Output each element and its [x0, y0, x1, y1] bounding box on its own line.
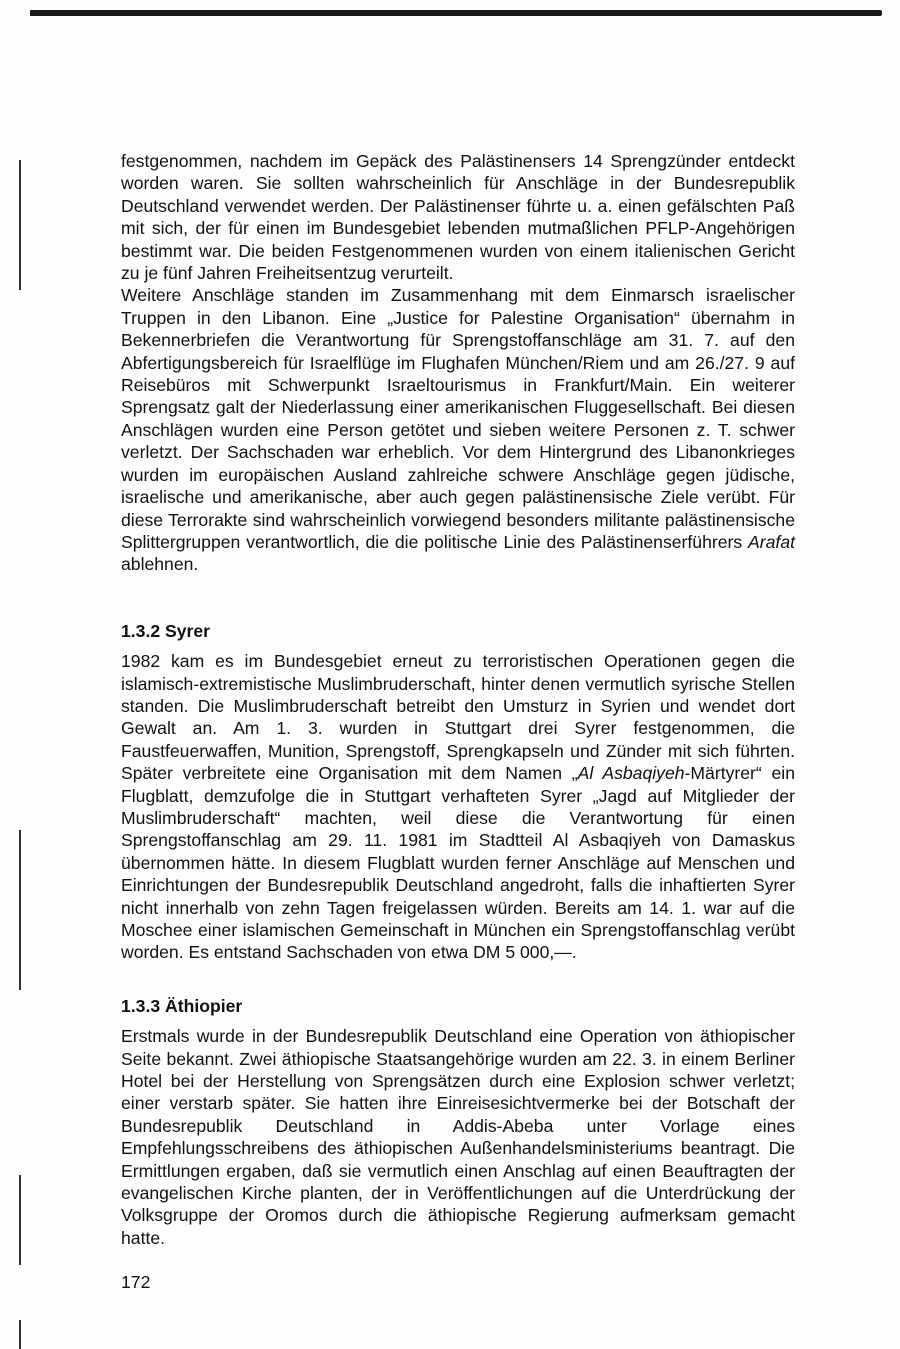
paragraph-text: ablehnen. [121, 554, 199, 575]
section-number: 1.3.3 [121, 995, 161, 1016]
paragraph-aethiopier: Erstmals wurde in der Bundesrepublik Deutschland eine Operation von äthiopischer Seite bekannt. Zwei äthiopische Staatsangehörige wurden am 22. 3. in einem Berliner Hotel bei der Herstellung von Sprengsätzen durch eine Explosion schwer verletzt; einer verstarb später. Sie hatten ihre Einreisesichtvermerke bei der Botschaft der Bundesrepublik Deutschland in Addis-Abeba unter Vorlage eines Empfehlungsschreibens des äthiopischen Außenhandelsministeriums beantragt. Die Ermittlungen ergaben, daß sie vermutlich einen Anschlag auf einen Beauftragten der evangelischen Kirche planten, der in Veröffentlichungen auf die Unterdrückung der Volksgruppe der Oromos durch die äthiopische Regierung aufmerksam gemacht hatte. [121, 1026, 795, 1248]
scan-edge-mark [19, 830, 21, 990]
scan-edge-mark [19, 1320, 21, 1349]
paragraph-intro-1: festgenommen, nachdem im Gepäck des Palästinensers 14 Sprengzünder entdeckt worden waren. Sie sollten wahrscheinlich für Anschläge in der Bundesrepublik Deutschland verwendet werden. Der Palästinenser führte u. a. einen gefälschten Paß mit sich, der für einen im Bundesgebiet lebenden mutmaßlichen PFLP-Angehörigen bestimmt war. Die beiden Festgenommenen wurden von einem italienischen Gericht zu je fünf Jahren Freiheitsentzug verurteilt. [121, 151, 795, 284]
top-rule [30, 10, 882, 16]
page-body [121, 150, 795, 1249]
section-title: Syrer [165, 620, 211, 641]
section-heading-1-3-3 [121, 995, 795, 1017]
paragraph-syrer [121, 650, 795, 964]
page-number: 172 [121, 1272, 151, 1292]
italic-name-al-asbaqiyeh: Al Asbaqiyeh [577, 763, 685, 784]
section-heading-1-3-2 [121, 620, 795, 642]
paragraph-text: Weitere Anschläge standen im Zusammenhang mit dem Einmarsch israelischer Truppen in den Libanon. Eine „Justice for Palestine Organisation“ übernahm in Bekennerbriefen die Verantwortung für Sprengstoffanschläge am 31. 7. auf den Abfertigungsbereich für Israelflüge im Flughafen München/Riem und am 26./27. 9 auf Reisebüros mit Schwerpunkt Israeltourismus in Frankfurt/Main. Ein weiterer Sprengsatz galt der Niederlassung einer amerikanischen Fluggesellschaft. Bei diesen Anschlägen wurden eine Person getötet und sieben weitere Personen z. T. schwer verletzt. Der Sachschaden war erheblich. Vor dem Hintergrund des Libanonkrieges wurden im europäischen Ausland zahlreiche schwere Anschläge gegen jüdische, israelische und amerikanische, aber auch gegen palästinensische Ziele verübt. Für diese Terrorakte sind wahrscheinlich vorwiegend besonders militante palästinensische Splittergruppen verantwortlich, die die politische Linie des Palästinenserführers [121, 285, 795, 552]
italic-name-arafat: Arafat [748, 531, 795, 552]
scan-edge-mark [19, 1175, 21, 1265]
scan-edge-mark [19, 160, 21, 290]
section-title: Äthiopier [165, 995, 243, 1016]
paragraph-text: -Märtyrer“ ein Flugblatt, demzufolge die in Stuttgart verhafteten Syrer „Jagd auf Mitglieder der Muslimbruderschaft“ machten, weil diese die Verantwortung für einen Sprengstoffanschlag am 29. 11. 1981 im Stadtteil Al Asbaqiyeh von Damaskus übernommen hätte. In diesem Flugblatt wurden ferner Anschläge auf Menschen und Einrichtungen der Bundesrepublik Deutschland angedroht, falls die inhaftierten Syrer nicht innerhalb von zehn Tagen freigelassen würden. Bereits am 14. 1. war auf die Moschee einer islamischen Gemeinschaft in München ein Sprengstoffanschlag verübt worden. Es entstand Sachschaden von etwa DM 5 000,—. [121, 763, 795, 963]
paragraph-text: 1982 kam es im Bundesgebiet erneut zu terroristischen Operationen gegen die islamisch-extremistische Muslimbruderschaft, hinter denen vermutlich syrische Stellen standen. Die Muslimbruderschaft betreibt den Umsturz in Syrien und wendet dort Gewalt an. Am 1. 3. wurden in Stuttgart drei Syrer festgenommen, die Faustfeuerwaffen, Munition, Sprengstoff, Sprengkapseln und Zünder mit sich führten. Später verbreitete eine Organisation mit dem Namen „ [121, 651, 795, 784]
section-number: 1.3.2 [121, 620, 161, 641]
paragraph-intro-2 [121, 284, 795, 575]
